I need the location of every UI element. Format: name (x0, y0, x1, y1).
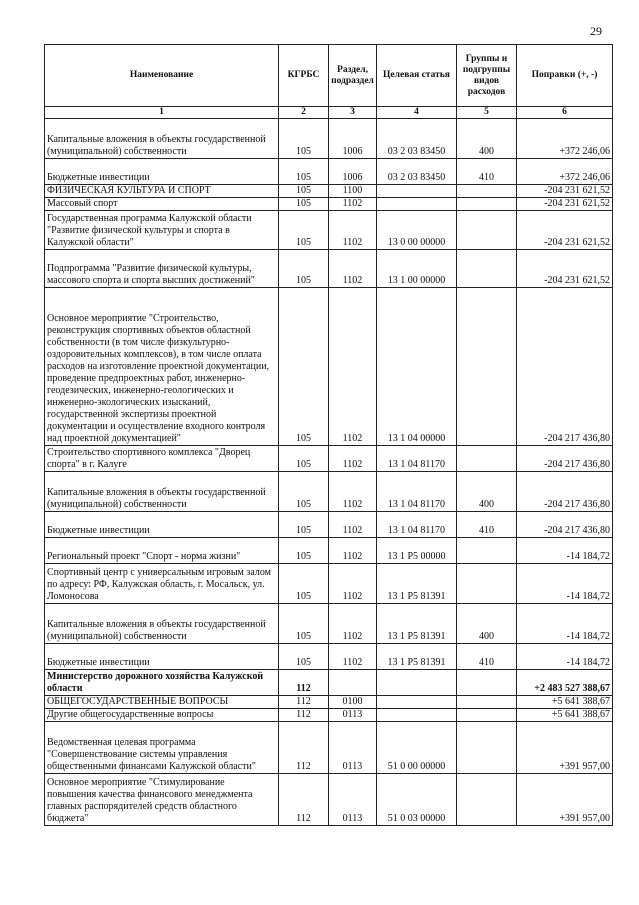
row-name: Капитальные вложения в объекты государственной (муниципальной) собственности (45, 604, 279, 644)
row-razdel: 1102 (329, 512, 377, 538)
row-expense-group (457, 774, 517, 826)
table-row (45, 564, 613, 604)
row-target-article: 13 1 P5 81391 (377, 644, 457, 670)
row-expense-group (457, 709, 517, 722)
row-amount: -14 184,72 (517, 538, 613, 564)
row-expense-group (457, 564, 517, 604)
table-body (45, 119, 613, 826)
row-expense-group (457, 185, 517, 198)
header-number: 3 (329, 107, 377, 119)
row-name: Бюджетные инвестиции (45, 644, 279, 670)
row-name: Подпрограмма "Развитие физической культуры, массового спорта и спорта высших достижений" (45, 250, 279, 288)
row-target-article: 13 1 P5 81391 (377, 564, 457, 604)
row-name: Ведомственная целевая программа "Совершенствование системы управления общественными финансами Калужской области" (45, 722, 279, 774)
table-row (45, 512, 613, 538)
row-amount: -14 184,72 (517, 604, 613, 644)
row-name: Основное мероприятие "Строительство, реконструкция спортивных объектов областной собственности (в том числе физкультурно-оздоровительных комплексов), в том числе оплата расходов на изготовление проектной документации, проведение предпроектных работ, инженерно-геодезических, инженерно-геологических и инженерно-экологических изысканий, государственной экспертизы проектной документации и осуществление входного контроля над проектной документацией" (45, 288, 279, 446)
row-kgrbs: 105 (279, 604, 329, 644)
budget-table (44, 44, 613, 826)
row-kgrbs: 105 (279, 564, 329, 604)
row-razdel: 1102 (329, 604, 377, 644)
table-row (45, 198, 613, 211)
row-name: Капитальные вложения в объекты государственной (муниципальной) собственности (45, 472, 279, 512)
header-name: Наименование (45, 45, 279, 107)
row-name: Бюджетные инвестиции (45, 159, 279, 185)
row-amount: -14 184,72 (517, 564, 613, 604)
table-row (45, 538, 613, 564)
row-name: Спортивный центр с универсальным игровым залом по адресу: РФ, Калужская область, г. Мосальск, ул. Ломоносова (45, 564, 279, 604)
row-razdel: 1102 (329, 472, 377, 512)
header-razdel: Раздел, подраздел (329, 45, 377, 107)
row-target-article: 13 1 04 00000 (377, 288, 457, 446)
row-target-article: 13 1 04 81170 (377, 446, 457, 472)
header-number: 5 (457, 107, 517, 119)
table-row (45, 774, 613, 826)
row-name: Другие общегосударственные вопросы (45, 709, 279, 722)
row-kgrbs: 112 (279, 696, 329, 709)
row-expense-group: 400 (457, 472, 517, 512)
row-amount: -204 231 621,52 (517, 211, 613, 250)
table-row (45, 670, 613, 696)
row-target-article (377, 696, 457, 709)
header-number-row (45, 107, 613, 119)
row-amount: +391 957,00 (517, 722, 613, 774)
row-expense-group (457, 250, 517, 288)
row-target-article: 13 1 P5 00000 (377, 538, 457, 564)
row-expense-group (457, 696, 517, 709)
row-kgrbs: 105 (279, 211, 329, 250)
row-target-article: 13 1 04 81170 (377, 512, 457, 538)
row-kgrbs: 112 (279, 774, 329, 826)
row-kgrbs: 105 (279, 472, 329, 512)
row-expense-group (457, 670, 517, 696)
table-row (45, 119, 613, 159)
row-razdel: 1006 (329, 159, 377, 185)
row-razdel: 1102 (329, 288, 377, 446)
header-number: 4 (377, 107, 457, 119)
header-kgrbs: КГРБС (279, 45, 329, 107)
row-kgrbs: 105 (279, 644, 329, 670)
header-number: 2 (279, 107, 329, 119)
row-expense-group (457, 211, 517, 250)
header-amendments: Поправки (+, -) (517, 45, 613, 107)
table-row (45, 644, 613, 670)
row-razdel: 1102 (329, 198, 377, 211)
row-amount: -204 217 436,80 (517, 446, 613, 472)
row-kgrbs: 112 (279, 709, 329, 722)
row-amount: -14 184,72 (517, 644, 613, 670)
row-razdel: 0100 (329, 696, 377, 709)
row-kgrbs: 105 (279, 159, 329, 185)
row-amount: +372 246,06 (517, 119, 613, 159)
row-razdel: 1102 (329, 538, 377, 564)
row-amount: -204 217 436,80 (517, 472, 613, 512)
row-amount: -204 231 621,52 (517, 250, 613, 288)
row-expense-group: 410 (457, 644, 517, 670)
table-row (45, 709, 613, 722)
table-row (45, 211, 613, 250)
header-number: 1 (45, 107, 279, 119)
row-amount: +5 641 388,67 (517, 709, 613, 722)
row-expense-group (457, 446, 517, 472)
table-row (45, 604, 613, 644)
row-name: Капитальные вложения в объекты государственной (муниципальной) собственности (45, 119, 279, 159)
row-expense-group (457, 288, 517, 446)
row-expense-group: 410 (457, 159, 517, 185)
table-row (45, 250, 613, 288)
header-row (45, 45, 613, 107)
row-razdel: 1100 (329, 185, 377, 198)
row-name: ОБЩЕГОСУДАРСТВЕННЫЕ ВОПРОСЫ (45, 696, 279, 709)
row-expense-group: 400 (457, 119, 517, 159)
table-row (45, 722, 613, 774)
row-razdel: 1102 (329, 211, 377, 250)
header-expense-groups: Группы и подгруппы видов расходов (457, 45, 517, 107)
table-row (45, 159, 613, 185)
row-target-article: 13 1 00 00000 (377, 250, 457, 288)
row-expense-group: 400 (457, 604, 517, 644)
row-name: Массовый спорт (45, 198, 279, 211)
row-target-article: 51 0 03 00000 (377, 774, 457, 826)
row-razdel: 1102 (329, 564, 377, 604)
row-kgrbs: 105 (279, 538, 329, 564)
row-target-article: 13 1 P5 81391 (377, 604, 457, 644)
row-target-article: 51 0 00 00000 (377, 722, 457, 774)
row-kgrbs: 105 (279, 185, 329, 198)
row-razdel: 1102 (329, 250, 377, 288)
row-name: Основное мероприятие "Стимулирование повышения качества финансового менеджмента главных распорядителей средств областного бюджета" (45, 774, 279, 826)
row-target-article: 03 2 03 83450 (377, 159, 457, 185)
row-expense-group (457, 722, 517, 774)
row-kgrbs: 105 (279, 288, 329, 446)
row-kgrbs: 112 (279, 670, 329, 696)
row-expense-group (457, 538, 517, 564)
row-name: Региональный проект "Спорт - норма жизни" (45, 538, 279, 564)
row-kgrbs: 105 (279, 119, 329, 159)
row-expense-group: 410 (457, 512, 517, 538)
row-razdel: 0113 (329, 709, 377, 722)
row-target-article (377, 670, 457, 696)
row-razdel: 0113 (329, 774, 377, 826)
header-number: 6 (517, 107, 613, 119)
row-amount: -204 231 621,52 (517, 198, 613, 211)
header-target-article: Целевая статья (377, 45, 457, 107)
row-name: Государственная программа Калужской области "Развитие физической культуры и спорта в Калужской области" (45, 211, 279, 250)
row-razdel (329, 670, 377, 696)
table-row (45, 288, 613, 446)
row-amount: +372 246,06 (517, 159, 613, 185)
row-kgrbs: 105 (279, 250, 329, 288)
row-name: Строительство спортивного комплекса "Дворец спорта" в г. Калуге (45, 446, 279, 472)
row-amount: -204 231 621,52 (517, 185, 613, 198)
row-kgrbs: 112 (279, 722, 329, 774)
row-target-article (377, 185, 457, 198)
row-name: Бюджетные инвестиции (45, 512, 279, 538)
row-kgrbs: 105 (279, 446, 329, 472)
row-amount: +5 641 388,67 (517, 696, 613, 709)
row-target-article: 13 1 04 81170 (377, 472, 457, 512)
table-row (45, 696, 613, 709)
row-name: ФИЗИЧЕСКАЯ КУЛЬТУРА И СПОРТ (45, 185, 279, 198)
row-amount: +391 957,00 (517, 774, 613, 826)
row-razdel: 1102 (329, 446, 377, 472)
row-razdel: 0113 (329, 722, 377, 774)
row-kgrbs: 105 (279, 198, 329, 211)
row-amount: -204 217 436,80 (517, 288, 613, 446)
table-row (45, 185, 613, 198)
page-number: 29 (590, 24, 602, 38)
row-kgrbs: 105 (279, 512, 329, 538)
row-target-article: 13 0 00 00000 (377, 211, 457, 250)
table-row (45, 472, 613, 512)
row-target-article (377, 709, 457, 722)
row-target-article (377, 198, 457, 211)
row-name: Министерство дорожного хозяйства Калужской области (45, 670, 279, 696)
row-expense-group (457, 198, 517, 211)
row-razdel: 1102 (329, 644, 377, 670)
table-row (45, 446, 613, 472)
row-target-article: 03 2 03 83450 (377, 119, 457, 159)
row-razdel: 1006 (329, 119, 377, 159)
row-amount: +2 483 527 388,67 (517, 670, 613, 696)
row-amount: -204 217 436,80 (517, 512, 613, 538)
